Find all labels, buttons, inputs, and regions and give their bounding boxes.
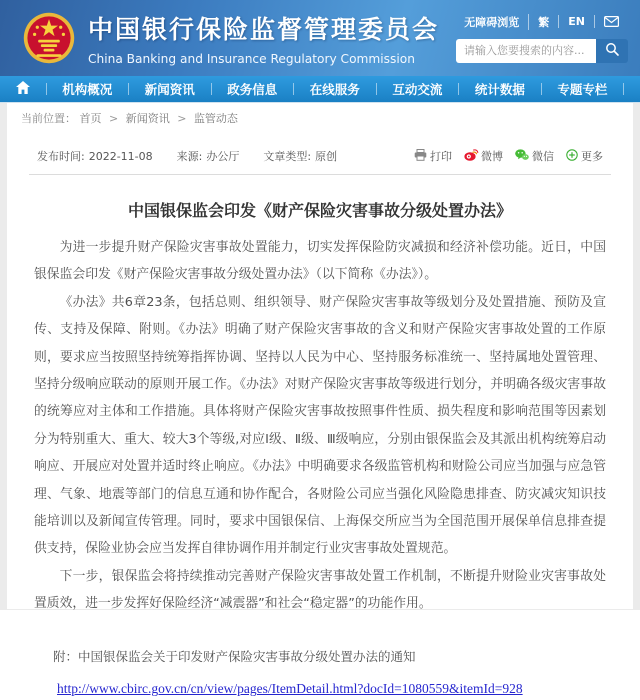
nav-home[interactable] [16,81,30,97]
china-national-emblem-icon [22,11,76,65]
weibo-share-button[interactable]: 微博 [464,148,503,164]
header-right [455,14,628,63]
meta-divider [29,174,611,175]
content-container [7,103,633,697]
paragraph-1: 为进一步提升财产保险灾害事故处置能力，切实发挥保险防灾减损和经济补偿功能。近日，中国银保监会印发《财产保险灾害事故分级处置办法》（以下简称《办法》）。 [34,240,606,283]
article-title: 中国银保监会印发《财产保险灾害事故分级处置办法》 [127,201,512,220]
accessibility-link[interactable]: 无障碍浏览 [464,15,520,29]
nav-divider [211,83,212,95]
main-nav [0,76,640,103]
english-link[interactable]: EN [558,15,594,28]
nav-divider [376,83,377,95]
site-brand [22,10,439,66]
mail-icon[interactable] [594,15,628,28]
printer-icon [414,149,427,164]
header-top-links [455,14,628,30]
search-button[interactable] [596,39,628,63]
attachment-section [53,648,606,700]
traditional-chinese-link[interactable]: 繁 [528,14,558,30]
article-meta [37,148,337,164]
search-input[interactable] [456,39,596,63]
nav-item-tongjishuju[interactable]: 统计数据 [474,82,525,97]
nav-item-zaixianfuwu[interactable]: 在线服务 [309,82,360,97]
nav-divider [541,83,542,95]
breadcrumb-news[interactable]: 新闻资讯 [125,112,170,125]
search-icon [605,42,619,59]
breadcrumb-separator: > [109,112,119,125]
search-bar [456,39,628,63]
article-body [7,234,633,618]
breadcrumb-current: 监管动态 [193,112,238,125]
home-icon [16,82,30,97]
site-title-cn: 中国银行保险监督管理委员会 [88,15,440,44]
breadcrumb-home[interactable]: 首页 [79,112,102,125]
more-icon [566,149,578,164]
weibo-icon [464,149,478,164]
nav-item-zhuantizhuanlan[interactable]: 专题专栏 [557,82,608,97]
nav-divider [128,83,129,95]
nav-item-hudongjiaoliu[interactable]: 互动交流 [392,82,443,97]
nav-divider [458,83,459,95]
breadcrumb [7,103,633,132]
article-type: 文章类型: 原创 [263,150,338,163]
share-actions [414,148,603,164]
nav-divider [46,83,47,95]
breadcrumb-separator: > [177,112,187,125]
site-header [0,0,640,76]
paragraph-2: 《办法》共6章23条，包括总则、组织领导、财产保险灾害事故等级划分及处置措施、预防及宣传、支持及保障、附则。《办法》明确了财产保险灾害事故的含义和财产保险灾害事故处置的工作原则，要求应当按照坚持统筹指挥协调、坚持以人民为中心、坚持服务标准统一、坚持属地处置管理、坚持分级响应联动的原则开展工作。《办法》对财产保险灾害事故等级进行划分，并明确各级灾害事故的统筹应对主体和工作措施。具体将财产保险灾害事故按照事件性质、损失程度和影响范围等因素划分为特别重大、重大、较大3个等级,对应Ⅰ级、Ⅱ级、Ⅲ级响应，分别由银保监会及其派出机构统筹启动响应、开展应对处置并适时终止响应。《办法》中明确要求各级监管机构和财险公司应当加强与应急管理、气象、地震等部门的信息互通和协作配合，各财险公司应当强化风险隐患排查、防灾减灾知识技能培训以及新闻宣传管理。同时，要求中国银保信、上海保交所应当为全国范围开展保单信息排查提供支持，保险业协会应当发挥自律协调作用并制定行业灾害事故处置规范。 [34,294,606,557]
paragraph-3: 下一步，银保监会将持续推动完善财产保险灾害事故处置工作机制，不断提升财险业灾害事故处置质效，进一步发挥好保险经济“减震器”和社会“稳定器”的功能作用。 [34,568,606,612]
attachment-label: 附：中国银保监会关于印发财产保险灾害事故分级处置办法的通知 [53,648,416,664]
more-share-button[interactable]: 更多 [566,148,603,164]
site-title-block [88,10,439,66]
nav-item-jigougaikuang[interactable]: 机构概况 [62,82,113,97]
nav-item-zhengwuxinxi[interactable]: 政务信息 [227,82,278,97]
site-title-en: China Banking and Insurance Regulatory Commission [88,52,415,66]
attachment-link[interactable]: http://www.cbirc.gov.cn/cn/view/pages/ItemDetail.html?docId=1080559&itemId=928 [57,681,523,697]
print-button[interactable]: 打印 [414,148,452,164]
wechat-icon [515,149,529,164]
article-meta-row [7,132,633,164]
nav-item-xinwenzixun[interactable]: 新闻资讯 [144,82,195,97]
nav-divider [623,83,624,95]
article-source: 来源: 办公厅 [176,150,240,163]
wechat-share-button[interactable]: 微信 [515,148,554,164]
publish-date: 发布时间: 2022-11-08 [37,150,153,163]
nav-divider [293,83,294,95]
breadcrumb-label: 当前位置： [21,112,76,125]
